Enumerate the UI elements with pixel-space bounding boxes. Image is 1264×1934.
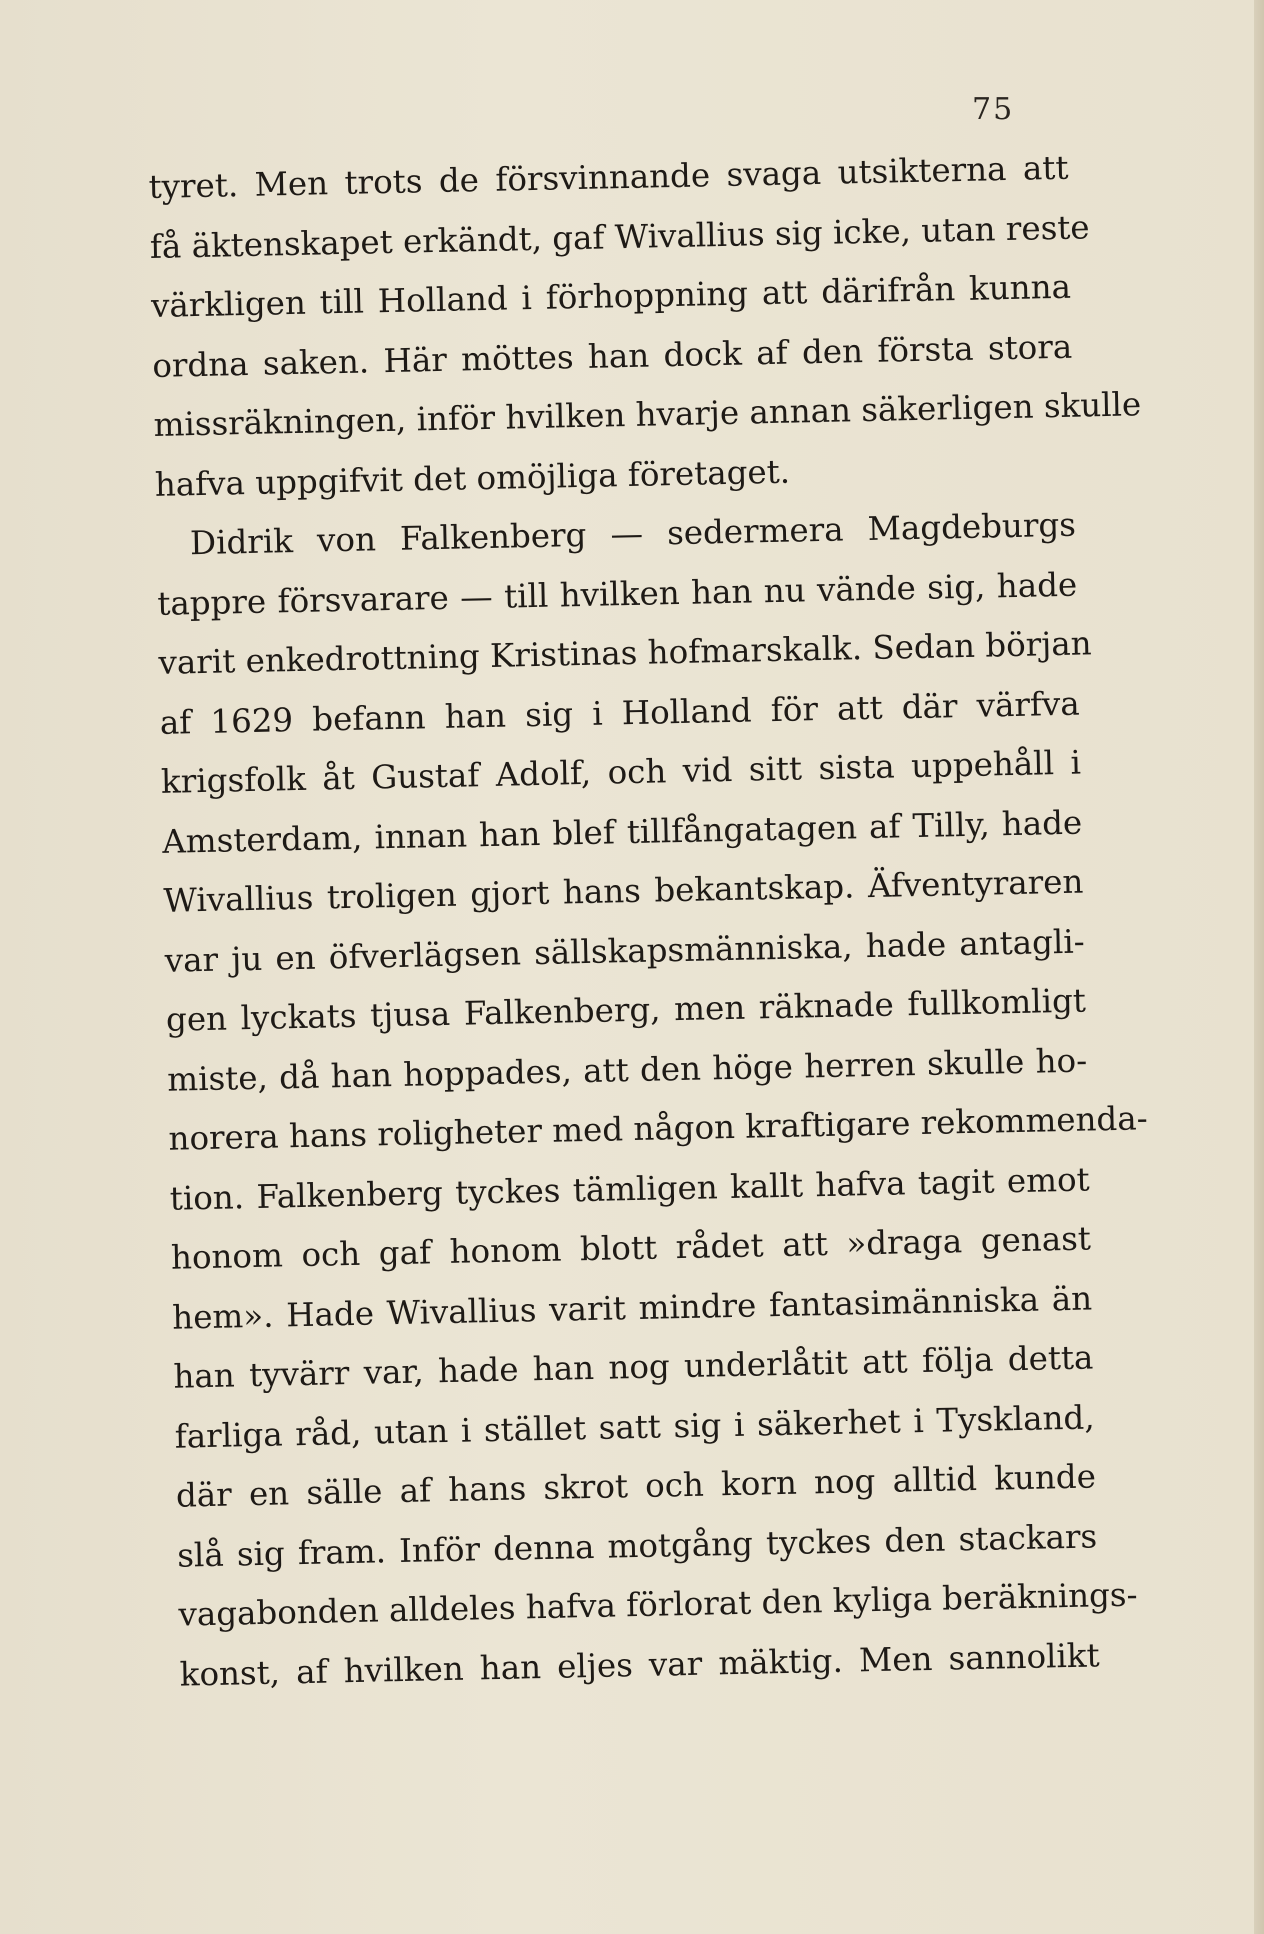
text-line: slå sig fram. Inför denna motgång tyckes den stackars (176, 1516, 1098, 1575)
text-line: af 1629 befann han sig i Holland för att där värfva (159, 684, 1081, 742)
text-line: gen lyckats tjusa Falkenberg, men räknade fullkomligt (165, 981, 1087, 1039)
text-line: hem». Hade Wivallius varit mindre fantasimänniska än (171, 1278, 1093, 1337)
text-line: ordna saken. Här möttes han dock af den första stora (151, 327, 1073, 385)
text-line: där en sälle af hans skrot och korn nog alltid kunde (175, 1457, 1097, 1515)
text-line: Amsterdam, innan han blef tillfångatagen af Tilly, hade (161, 803, 1083, 861)
text-line: hafva uppgifvit det omöjliga företaget. (154, 452, 791, 504)
text-line: vagabonden alldeles hafva förlorat den kyliga beräknings- (178, 1575, 1138, 1634)
text-line: konst, af hvilken han eljes var mäktig. Men sannolikt (179, 1635, 1100, 1694)
text-line: tion. Falkenberg tyckes tämligen kallt hafva tagit emot (169, 1160, 1090, 1218)
text-line: han tyvärr var, hade han nog underlåtit att följa detta (173, 1338, 1094, 1396)
text-line: norera hans roligheter med någon kraftigare rekommenda- (168, 1099, 1149, 1158)
page-number: 75 (972, 92, 1015, 127)
text-line: varit enkedrottning Kristinas hofmarskalk. Sedan början (158, 624, 1092, 682)
text-line: farliga råd, utan i stället satt sig i säkerhet i Tyskland, (174, 1397, 1095, 1456)
text-line: krigsfolk åt Gustaf Adolf, och vid sitt sista uppehåll i (160, 743, 1082, 801)
text-line: tappre försvarare — till hvilken han nu vände sig, hade (156, 565, 1078, 623)
text-line: var ju en öfverlägsen sällskapsmänniska, hade antagli- (164, 922, 1086, 980)
text-line: Wivallius troligen gjort hans bekantskap. Äfventyraren (163, 862, 1084, 920)
text-line: honom och gaf honom blott rådet att »draga genast (170, 1219, 1092, 1277)
text-line: missräkningen, inför hvilken hvarje annan säkerligen skulle (153, 385, 1142, 444)
text-line: Didrik von Falkenberg — sedermera Magdeburgs (189, 505, 1077, 563)
text-line: tyret. Men trots de försvinnande svaga utsikterna att (148, 148, 1069, 206)
page-edge (1254, 0, 1264, 1934)
text-line: värkligen till Holland i förhoppning att därifrån kunna (150, 267, 1072, 325)
body-text (148, 139, 1149, 1705)
text-line: miste, då han hoppades, att den höge herren skulle ho- (166, 1041, 1088, 1099)
text-line: få äktenskapet erkändt, gaf Wivallius sig icke, utan reste (149, 207, 1090, 266)
